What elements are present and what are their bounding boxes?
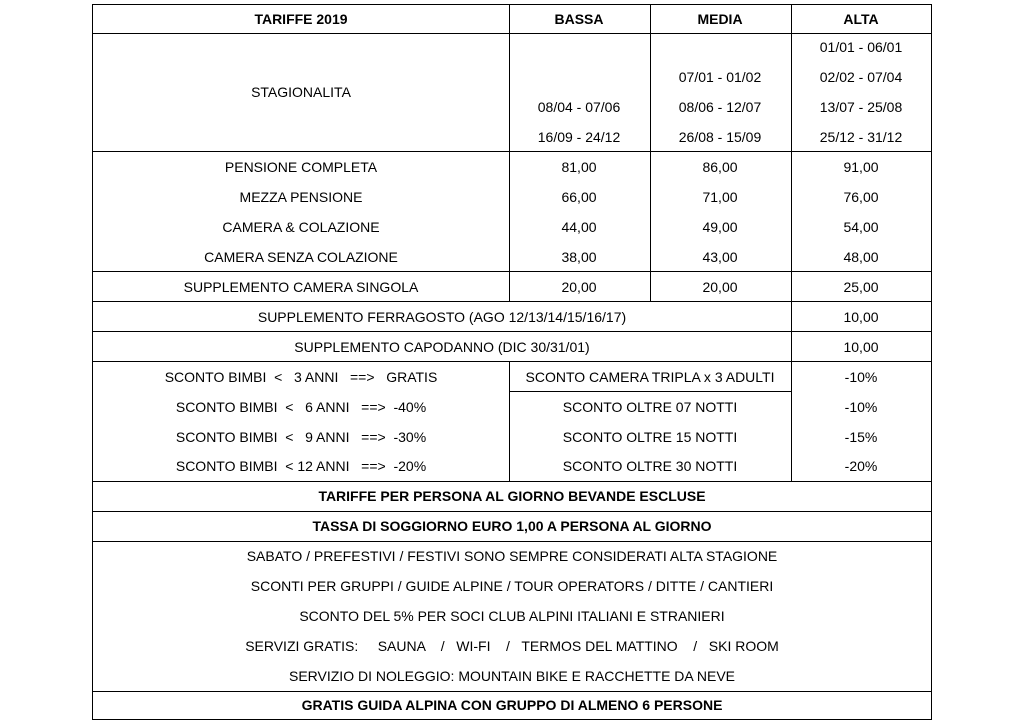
capodanno-label: SUPPLEMENTO CAPODANNO (DIC 30/31/01) bbox=[294, 339, 590, 355]
divider bbox=[791, 5, 792, 481]
tariffe-table bbox=[92, 4, 932, 720]
sconto-notti-label: SCONTO CAMERA TRIPLA x 3 ADULTI bbox=[525, 369, 775, 385]
stagionalita-alta: 02/02 - 07/04 bbox=[819, 69, 903, 85]
info-line: SCONTO DEL 5% PER SOCI CLUB ALPINI ITALIANI E STRANIERI bbox=[299, 608, 725, 624]
tassa-soggiorno: TASSA DI SOGGIORNO EURO 1,00 A PERSONA AL GIORNO bbox=[312, 518, 712, 534]
tariffa-media: 71,00 bbox=[702, 189, 738, 205]
ferragosto-value: 10,00 bbox=[843, 309, 879, 325]
info-line: SERVIZIO DI NOLEGGIO: MOUNTAIN BIKE E RACCHETTE DA NEVE bbox=[288, 668, 736, 684]
info-line: SABATO / PREFESTIVI / FESTIVI SONO SEMPRE CONSIDERATI ALTA STAGIONE bbox=[246, 548, 778, 564]
sconto-notti-label: SCONTO OLTRE 30 NOTTI bbox=[562, 458, 738, 474]
tariffa-label: PENSIONE COMPLETA bbox=[224, 159, 378, 175]
header-title: TARIFFE 2019 bbox=[254, 11, 348, 27]
tariffa-media: 49,00 bbox=[702, 219, 738, 235]
tariffa-label: CAMERA SENZA COLAZIONE bbox=[204, 249, 398, 265]
singola-alta: 25,00 bbox=[843, 279, 879, 295]
divider bbox=[93, 271, 931, 272]
tariffa-label: CAMERA & COLAZIONE bbox=[222, 219, 380, 235]
sconto-notti-value: -15% bbox=[844, 429, 878, 445]
divider bbox=[93, 691, 931, 692]
divider bbox=[509, 361, 510, 481]
note-bevande: TARIFFE PER PERSONA AL GIORNO BEVANDE ESCLUSE bbox=[318, 488, 706, 504]
tariffa-alta: 54,00 bbox=[843, 219, 879, 235]
sconto-bimbi: SCONTO BIMBI < 6 ANNI ==> -40% bbox=[175, 399, 427, 415]
ferragosto-label: SUPPLEMENTO FERRAGOSTO (AGO 12/13/14/15/16/17) bbox=[257, 309, 627, 325]
header-alta: ALTA bbox=[843, 11, 879, 27]
stagionalita-label: STAGIONALITA bbox=[251, 84, 351, 100]
tariffa-bassa: 38,00 bbox=[561, 249, 597, 265]
divider bbox=[93, 301, 931, 302]
sconto-notti-label: SCONTO OLTRE 15 NOTTI bbox=[562, 429, 738, 445]
divider bbox=[93, 151, 931, 152]
tariffa-alta: 91,00 bbox=[843, 159, 879, 175]
header-bassa: BASSA bbox=[554, 11, 604, 27]
tariffa-media: 43,00 bbox=[702, 249, 738, 265]
divider bbox=[93, 511, 931, 512]
divider bbox=[93, 331, 931, 332]
sconto-notti-label: SCONTO OLTRE 07 NOTTI bbox=[562, 399, 738, 415]
sconto-bimbi: SCONTO BIMBI < 3 ANNI ==> GRATIS bbox=[164, 369, 438, 385]
divider bbox=[93, 481, 931, 482]
stagionalita-alta: 25/12 - 31/12 bbox=[819, 129, 903, 145]
sconto-notti-value: -20% bbox=[844, 458, 878, 474]
tariffa-bassa: 81,00 bbox=[561, 159, 597, 175]
sconto-notti-value: -10% bbox=[844, 399, 878, 415]
divider bbox=[93, 361, 931, 362]
tariffa-alta: 48,00 bbox=[843, 249, 879, 265]
divider bbox=[509, 391, 791, 392]
tariffa-bassa: 66,00 bbox=[561, 189, 597, 205]
info-line: SCONTI PER GRUPPI / GUIDE ALPINE / TOUR OPERATORS / DITTE / CANTIERI bbox=[250, 578, 774, 594]
sconto-bimbi: SCONTO BIMBI < 9 ANNI ==> -30% bbox=[175, 429, 427, 445]
stagionalita-alta: 13/07 - 25/08 bbox=[819, 99, 903, 115]
divider bbox=[93, 541, 931, 542]
singola-bassa: 20,00 bbox=[561, 279, 597, 295]
singola-media: 20,00 bbox=[702, 279, 738, 295]
divider bbox=[509, 5, 510, 301]
info-line: SERVIZI GRATIS: SAUNA / WI-FI / TERMOS DEL MATTINO / SKI ROOM bbox=[245, 638, 779, 654]
tariffa-media: 86,00 bbox=[702, 159, 738, 175]
divider bbox=[650, 5, 651, 301]
singola-label: SUPPLEMENTO CAMERA SINGOLA bbox=[183, 279, 419, 295]
stagionalita-media: 08/06 - 12/07 bbox=[678, 99, 762, 115]
stagionalita-alta: 01/01 - 06/01 bbox=[819, 39, 903, 55]
tariffa-bassa: 44,00 bbox=[561, 219, 597, 235]
divider bbox=[93, 33, 931, 34]
tariffa-label: MEZZA PENSIONE bbox=[239, 189, 363, 205]
sconto-bimbi: SCONTO BIMBI < 12 ANNI ==> -20% bbox=[175, 458, 427, 474]
stagionalita-bassa: 16/09 - 24/12 bbox=[537, 129, 621, 145]
header-media: MEDIA bbox=[697, 11, 743, 27]
tariffa-alta: 76,00 bbox=[843, 189, 879, 205]
stagionalita-media: 26/08 - 15/09 bbox=[678, 129, 762, 145]
stagionalita-bassa: 08/04 - 07/06 bbox=[537, 99, 621, 115]
sconto-notti-value: -10% bbox=[844, 369, 878, 385]
capodanno-value: 10,00 bbox=[843, 339, 879, 355]
guida-alpina: GRATIS GUIDA ALPINA CON GRUPPO DI ALMENO 6 PERSONE bbox=[301, 697, 723, 713]
stagionalita-media: 07/01 - 01/02 bbox=[678, 69, 762, 85]
